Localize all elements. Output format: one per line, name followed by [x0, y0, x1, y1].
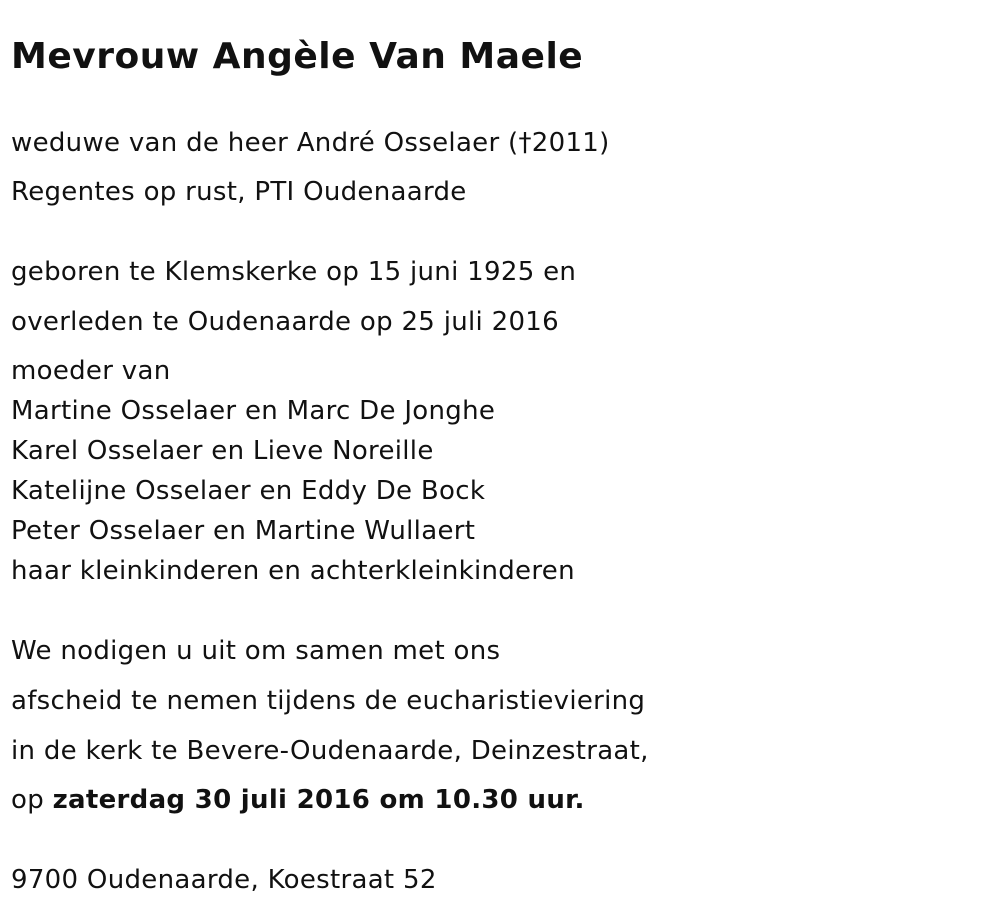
obituary-notice	[11, 0, 1000, 914]
occupation-line: Regentes op rust, PTI Oudenaarde	[11, 177, 467, 207]
ceremony-date: zaterdag 30 juli 2016 om 10.30 uur.	[52, 785, 585, 815]
family-heading: moeder van	[11, 356, 171, 386]
invitation-prefix: op	[11, 785, 45, 815]
child-line: Martine Osselaer en Marc De Jonghe	[11, 396, 496, 426]
invitation-line-1: We nodigen u uit om samen met ons	[11, 636, 501, 666]
address-line: 9700 Oudenaarde, Koestraat 52	[11, 865, 437, 895]
died-line: overleden te Oudenaarde op 25 juli 2016	[11, 307, 559, 337]
widow-line: weduwe van de heer André Osselaer (†2011)	[11, 128, 610, 158]
grandchildren-line: haar kleinkinderen en achterkleinkinderen	[11, 556, 575, 586]
page-title: Mevrouw Angèle Van Maele	[11, 36, 584, 77]
child-line: Karel Osselaer en Lieve Noreille	[11, 436, 434, 466]
invitation-line-2: afscheid te nemen tijdens de eucharistieviering	[11, 686, 646, 716]
child-line: Peter Osselaer en Martine Wullaert	[11, 516, 476, 546]
child-line: Katelijne Osselaer en Eddy De Bock	[11, 476, 486, 506]
invitation-line-4	[11, 784, 585, 816]
invitation-line-3: in de kerk te Bevere-Oudenaarde, Deinzestraat,	[11, 736, 649, 766]
born-line: geboren te Klemskerke op 15 juni 1925 en	[11, 257, 577, 287]
